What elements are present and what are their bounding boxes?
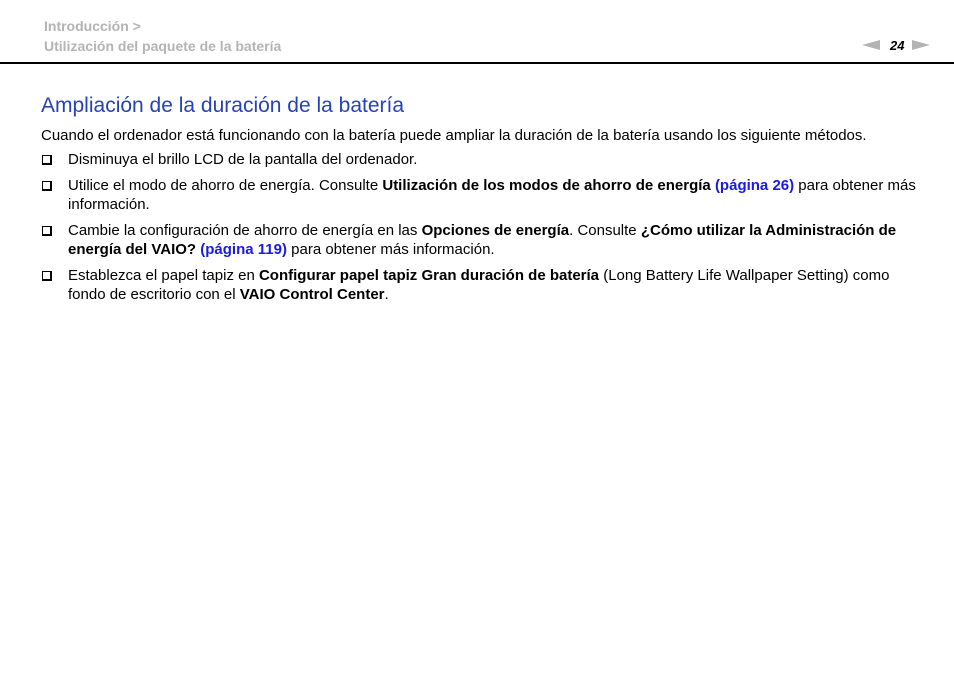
checkbox-bullet-icon	[42, 226, 52, 236]
item-bold-term: ¿Cómo utilizar la Administración de energía del VAIO?	[68, 222, 897, 258]
checkbox-bullet-icon	[42, 181, 52, 191]
item-text: para obtener más información.	[286, 241, 495, 258]
method-list	[41, 150, 921, 304]
header-divider	[0, 62, 954, 64]
list-item	[41, 221, 921, 259]
item-text: . Consulte	[569, 222, 641, 239]
breadcrumb-parent[interactable]: Introducción >	[44, 18, 141, 34]
list-item	[41, 266, 921, 304]
item-text: Cambie la configuración de ahorro de energía en las	[68, 222, 422, 239]
checkbox-bullet-icon	[42, 271, 52, 281]
previous-page-arrow-icon[interactable]	[862, 40, 880, 50]
page-navigation	[862, 37, 930, 53]
item-text: para obtener más información.	[68, 177, 916, 213]
breadcrumb	[44, 16, 281, 56]
page-119-link[interactable]: (página 119)	[200, 241, 287, 258]
next-page-arrow-icon[interactable]	[912, 40, 930, 50]
item-text: Disminuya el brillo LCD de la pantalla del ordenador.	[68, 151, 418, 168]
section-title: Ampliación de la duración de la batería	[41, 94, 405, 117]
section-content	[41, 124, 921, 311]
item-bold-term: VAIO Control Center	[239, 286, 385, 303]
item-text: Utilice el modo de ahorro de energía. Consulte	[68, 177, 383, 194]
item-text: .	[384, 286, 389, 303]
checkbox-bullet-icon	[42, 155, 52, 165]
intro-paragraph: Cuando el ordenador está funcionando con la batería puede ampliar la duración de la batería usando los siguiente métodos.	[41, 127, 867, 144]
item-bold-term: Utilización de los modos de ahorro de energía	[382, 177, 711, 194]
page-26-link[interactable]: (página 26)	[714, 177, 795, 194]
item-text: Establezca el papel tapiz en	[68, 267, 259, 284]
item-text: (Long Battery Life Wallpaper Setting) como fondo de escritorio con el	[68, 267, 890, 303]
breadcrumb-current[interactable]: Utilización del paquete de la batería	[44, 38, 282, 54]
list-item	[41, 150, 921, 169]
page-number: 24	[890, 37, 905, 53]
item-bold-term: Opciones de energía	[421, 222, 570, 239]
item-bold-term: Configurar papel tapiz Gran duración de batería	[258, 267, 600, 284]
list-item	[41, 176, 921, 214]
